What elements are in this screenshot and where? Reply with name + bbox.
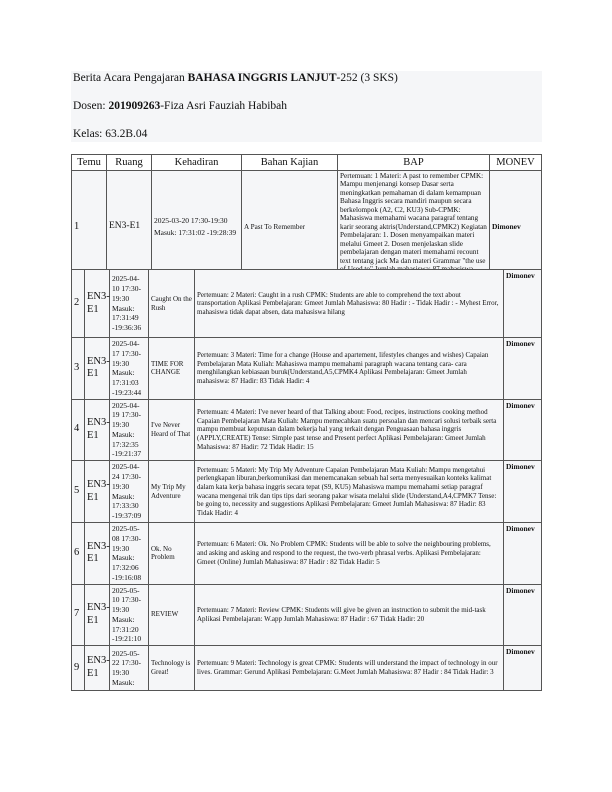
col-ruang: Ruang [107,155,152,171]
cell-bap: Pertemuan: 5 Materi: My Trip My Adventure Capaian Pembelajaran Mata Kuliah: Mampu mengetahui perlengkapan liburan,berkomunikasi dan menemcanakan sebuah hal serta menyesuaikan konteks kalimat dalam kata kerja bahasa inggris secara tepat (S9, KU5) Mahasiswa mampu memahami setiap paragraf wacana mengenai trik dan tips tips dari seorang pakar wisata melalui slide (Understand,A4,CPMK7 Tense: be going to, necessity and suggestions Aplikasi Pembelajaran: Gmeet Jumlah Mahasiswa: 87 Hadir: 83 Tidak Hadir: 4 [195,461,504,523]
col-monev: MONEV [490,155,542,171]
cell-temu: 7 [72,584,85,646]
cell-ruang: EN3-E1 [85,646,110,691]
cell-bahan: Technology is Great! [149,646,195,691]
cell-kehadiran: 2025-04-10 17:30-19:30 Masuk: 17:31:49 -19:36:36 [110,270,149,338]
cell-temu: 3 [72,338,85,400]
col-temu: Temu [72,155,107,171]
cell-temu: 4 [72,399,85,461]
cell-ruang: EN3-E1 [85,270,110,338]
cell-temu: 5 [72,461,85,523]
cell-ruang: EN3-E1 [85,461,110,523]
schedule-text: 2025-03-20 17:30-19:30 [154,216,228,226]
lecturer-id: 201909263 [108,100,161,112]
cell-bap: Pertemuan: 2 Materi: Caught in a rush CPMK: Students are able to comprehend the text about transportation Aplikasi Pembelajaran: Gmeet Jumlah Mahasiswa: 80 Hadir : - Tidak Hadir : - Myhest Error, mahasiswa tidak dapat absen, data mahasiswa hilang [195,270,504,338]
col-kehadiran: Kehadiran [152,155,242,171]
cell-kehadiran: 2025-05-08 17:30-19:30 Masuk: 17:32:06 -19:16:08 [110,523,149,585]
cell-ruang: EN3-E1 [85,523,110,585]
cell-kehadiran: 2025-05-10 17:30-19:30 Masuk: 17:31:20 -19:21:10 [110,584,149,646]
table-row [72,646,542,691]
lecturer-line [73,100,287,112]
cell-bahan: I've Never Heard of That [149,399,195,461]
course-name: BAHASA INGGRIS LANJUT [187,72,337,84]
cell-bahan: A Past To Remember [242,171,338,284]
cell-bahan: Caught On the Rush [149,270,195,338]
table-row [72,338,542,400]
table-row [72,461,542,523]
checkin-text: Masuk: 17:31:02 -19:28:39 [154,228,237,238]
cell-ruang: EN3-E1 [85,399,110,461]
table-row [72,523,542,585]
cell-bap: Pertemuan: 9 Materi: Technology is great CPMK: Students will understand the impact of technology in our lives. Grammar: Gerund Aplikasi Pembelajaran: G.Meet Jumlah Mahasiswa: 87 Hadir : 84 Tidak Hadir: 3 [195,646,504,691]
cell-ruang: EN3-E1 [85,584,110,646]
class-line: Kelas: 63.2B.04 [73,128,148,140]
meetings-table [71,269,542,691]
cell-bap: Pertemuan: 7 Materi: Review CPMK: Students will give be given an instruction to submit the mid-task Aplikasi Pembelajaran: W.app Jumlah Mahasiswa: 87 Hadir : 67 Tidak Hadir: 20 [195,584,504,646]
cell-temu: 1 [72,171,107,284]
cell-monev: Dimonev [490,171,542,284]
cell-bap: Pertemuan: 1 Materi: A past to remember CPMK: Mampu menjenangi konsep Dasar serta meningkatkan pemahaman di dalam kemampuan Bahasa Inggris secara mandiri maupun secara berkelompok (A2, C2, KU3) Sub-CPMK: Mahasiswa memahami wacana paragraf tentang karir seorang aktris(Understand,CPMK2) Kegiatan Pembelajaran: 1. Dosen menyampaikan materi melalui Gmeet 2. Dosen menjelaskan slide pembelajaran dengan materi memahami recount text tentang jack Ma dan materi Grammar "the use [338,171,490,284]
cell-monev: Dimonev [504,461,542,523]
cell-temu: 2 [72,270,85,338]
title-prefix: Berita Acara Pengajaran [73,72,188,84]
cell-monev: Dimonev [504,399,542,461]
table-row [72,584,542,646]
cell-kehadiran [152,171,242,284]
cell-bap: Pertemuan: 6 Materi: Ok. No Problem CPMK: Students will be able to solve the neighbouring problems, and asking and asking and respond to the request, the two-verb phrasal verbs. Aplikasi Pembelajaran: Gmeet (Online) Jumlah Mahasiswa: 87 Hadir : 82 Tidak Hadir: 5 [195,523,504,585]
cell-ruang: EN3-E1 [85,338,110,400]
cell-bahan: REVIEW [149,584,195,646]
document-title [73,72,398,84]
lecturer-name: -Fiza Asri Fauziah Habibah [160,100,288,112]
table-row [72,399,542,461]
cell-ruang: EN3-E1 [107,171,152,284]
cell-monev: Dimonev [504,523,542,585]
cell-kehadiran: 2025-05-22 17:30-19:30 Masuk: [110,646,149,691]
cell-bahan: Ok. No Problem [149,523,195,585]
title-suffix: -252 (3 SKS) [336,72,398,84]
first-meeting-table [71,154,542,284]
cell-monev: Dimonev [504,646,542,691]
cell-bahan: TIME FOR CHANGE [149,338,195,400]
cell-monev: Dimonev [504,270,542,338]
table-row [72,171,542,284]
col-bap: BAP [338,155,490,171]
cell-temu: 6 [72,523,85,585]
cell-monev: Dimonev [504,584,542,646]
lecturer-label: Dosen: [73,100,109,112]
table-header-row [72,155,542,171]
document-header [71,71,542,142]
cell-bap: Pertemuan: 3 Materi: Time for a change (House and apartement, lifestyles changes and wishes) Capaian Pembelajaran Mata Kuliah: Mahasiswa mampu memahami paragraph wacana tentang cara- cara menghilangkan kebiasaan buruk(Understand,A5,CPMK4 Aplikasi Pembelajaran: Gmeet Jumlah mahasiswa: 87 Hadir: 83 Tidak Hadir: 4 [195,338,504,400]
cell-bap: Pertemuan: 4 Materi: I've never heard of that Talking about: Food, recipes, instructions cooking method Capaian Pembelajaran Mata Kuliah: Mampu memecahkan suatu persoalan dan mencari solusi terbaik serta mampu membuat keputusan dalam bekerja hal yang terkait dengan Penguasaan bahasa inggris (APPLY,CREATE) Tense: Simple past tense and Present perfect Aplikasi Pembelajaran: Gmeet Jumlah Mahasiswa: 87 Hadir: 72 Tidak Hadir: 15 [195,399,504,461]
cell-kehadiran: 2025-04-24 17:30-19:30 Masuk: 17:33:30 -19:37:09 [110,461,149,523]
col-bahan: Bahan Kajian [242,155,338,171]
table-row [72,270,542,338]
cell-temu: 9 [72,646,85,691]
cell-kehadiran: 2025-04-19 17:30-19:30 Masuk: 17:32:35 -19:21:37 [110,399,149,461]
cell-monev: Dimonev [504,338,542,400]
cell-kehadiran: 2025-04-17 17:30-19:30 Masuk: 17:31:03 -19:23:44 [110,338,149,400]
cell-bahan: My Trip My Adventure [149,461,195,523]
